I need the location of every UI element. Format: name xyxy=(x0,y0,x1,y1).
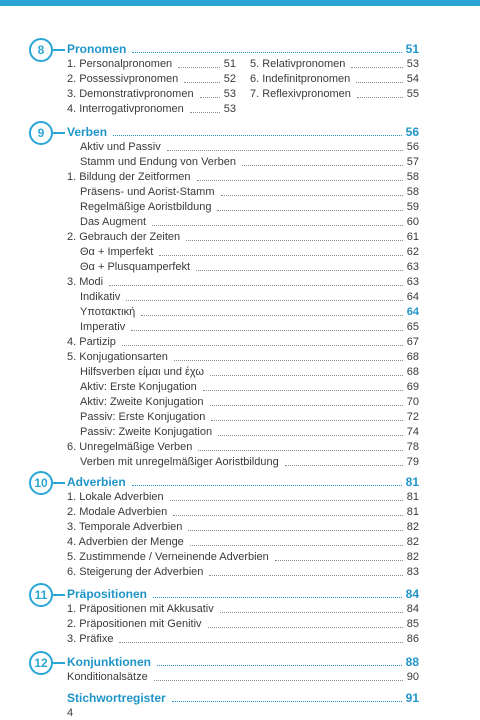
toc-entry[interactable]: 1. Personalpronomen 51 xyxy=(67,58,236,70)
toc-entry[interactable]: 1. Bildung der Zeitformen 58 xyxy=(67,171,419,183)
toc-entry[interactable]: 6. Steigerung der Adverbien 83 xyxy=(67,566,419,578)
badge-connector xyxy=(53,49,65,51)
toc-entry[interactable]: 2. Präpositionen mit Genitiv 85 xyxy=(67,618,419,630)
toc-entry[interactable]: Regelmäßige Aoristbildung 59 xyxy=(80,201,419,213)
toc-entry[interactable]: Θα + Imperfekt 62 xyxy=(80,246,419,258)
toc-entry[interactable]: 4. Partizip 67 xyxy=(67,336,419,348)
toc-entry[interactable]: 4. Interrogativpronomen 53 xyxy=(67,103,236,115)
toc-entry[interactable]: Imperativ 65 xyxy=(80,321,419,333)
chapter-heading[interactable]: Pronomen 51 xyxy=(67,42,419,56)
toc-entry[interactable]: Verben mit unregelmäßiger Aoristbildung 79 xyxy=(80,456,419,468)
chapter-heading[interactable]: Konjunktionen 88 xyxy=(67,655,419,669)
toc-entry[interactable]: 2. Possessivpronomen 52 xyxy=(67,73,236,85)
toc-entry[interactable]: 7. Reflexivpronomen 55 xyxy=(250,88,419,100)
chapter-heading[interactable]: Präpositionen 84 xyxy=(67,587,419,601)
toc-entry[interactable]: 5. Zustimmende / Verneinende Adverbien 82 xyxy=(67,551,419,563)
toc-entry[interactable]: 5. Konjugationsarten 68 xyxy=(67,351,419,363)
toc-entry[interactable]: 1. Präpositionen mit Akkusativ 84 xyxy=(67,603,419,615)
toc-entry[interactable]: Aktiv: Zweite Konjugation 70 xyxy=(80,396,419,408)
chapter-badge: 8 xyxy=(29,38,53,62)
toc-entry[interactable]: Aktiv: Erste Konjugation 69 xyxy=(80,381,419,393)
toc-entry[interactable]: 3. Präfixe 86 xyxy=(67,633,419,645)
toc-entry[interactable]: 1. Lokale Adverbien 81 xyxy=(67,491,419,503)
badge-connector xyxy=(53,482,65,484)
toc-entry[interactable]: 2. Gebrauch der Zeiten 61 xyxy=(67,231,419,243)
toc-entry[interactable]: 3. Modi 63 xyxy=(67,276,419,288)
toc-entry[interactable]: Hilfsverben είμαι und έχω 68 xyxy=(80,366,419,378)
toc-entry[interactable]: 5. Relativpronomen 53 xyxy=(250,58,419,70)
toc-entry[interactable]: Θα + Plusquamperfekt 63 xyxy=(80,261,419,273)
toc-entry[interactable]: Υποτακτική 64 xyxy=(80,306,419,318)
toc-entry[interactable]: Präsens- und Aorist-Stamm 58 xyxy=(80,186,419,198)
badge-connector xyxy=(53,132,65,134)
top-accent-bar xyxy=(0,0,480,6)
chapter-badge: 12 xyxy=(29,651,53,675)
toc-entry[interactable]: 3. Demonstrativpronomen 53 xyxy=(67,88,236,100)
toc-entry[interactable]: Stamm und Endung von Verben 57 xyxy=(80,156,419,168)
toc-entry[interactable]: 6. Unregelmäßige Verben 78 xyxy=(67,441,419,453)
badge-connector xyxy=(53,594,65,596)
page-number: 4 xyxy=(67,707,74,719)
toc-entry[interactable]: Konditionalsätze 90 xyxy=(67,671,419,683)
chapter-heading[interactable]: Adverbien 81 xyxy=(67,475,419,489)
toc-entry[interactable]: Passiv: Erste Konjugation 72 xyxy=(80,411,419,423)
toc-entry[interactable]: 3. Temporale Adverbien 82 xyxy=(67,521,419,533)
toc-entry[interactable]: Indikativ 64 xyxy=(80,291,419,303)
chapter-badge: 11 xyxy=(29,583,53,607)
chapter-badge: 9 xyxy=(29,121,53,145)
chapter-heading[interactable]: Verben 56 xyxy=(67,125,419,139)
register-heading[interactable]: Stichwortregister 91 xyxy=(67,691,419,705)
toc-entry[interactable]: 6. Indefinitpronomen 54 xyxy=(250,73,419,85)
toc-entry[interactable]: Das Augment 60 xyxy=(80,216,419,228)
toc-entry[interactable]: Aktiv und Passiv 56 xyxy=(80,141,419,153)
toc-entry[interactable]: 2. Modale Adverbien 81 xyxy=(67,506,419,518)
badge-connector xyxy=(53,662,65,664)
toc-entry[interactable]: Passiv: Zweite Konjugation 74 xyxy=(80,426,419,438)
toc-entry[interactable]: 4. Adverbien der Menge 82 xyxy=(67,536,419,548)
chapter-badge: 10 xyxy=(29,471,53,495)
